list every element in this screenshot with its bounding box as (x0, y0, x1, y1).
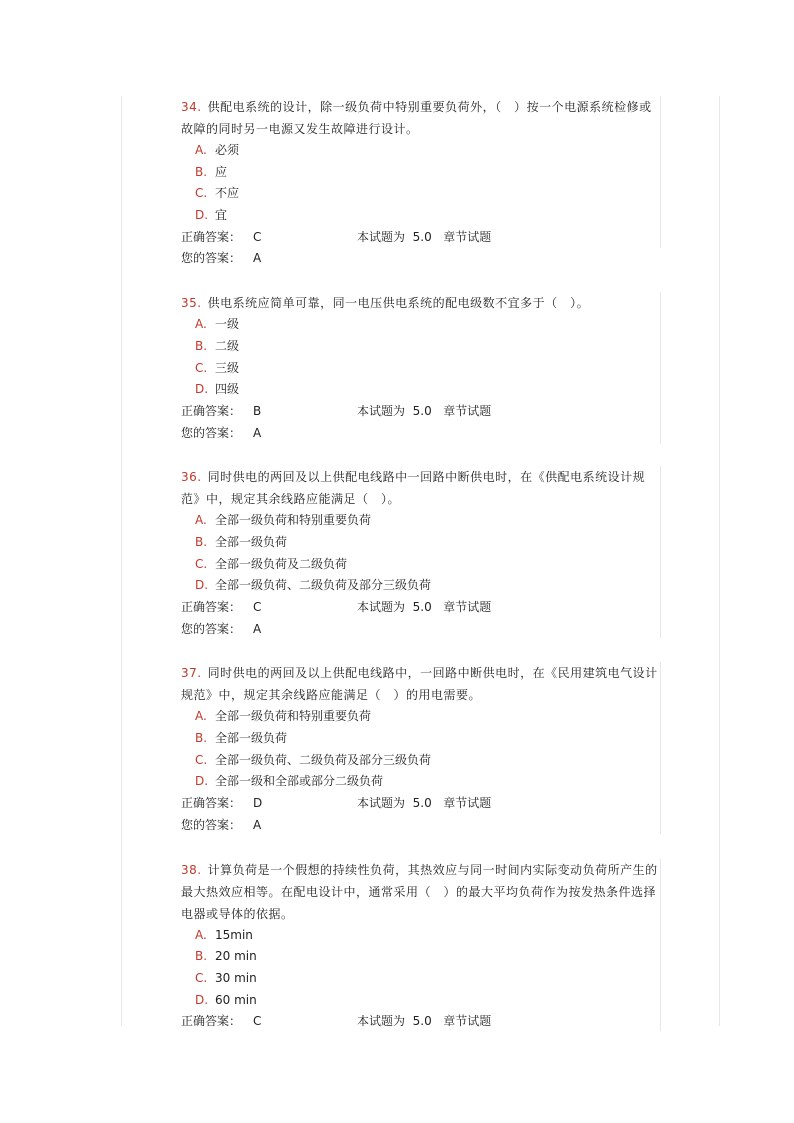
chapter-label: 章节试题 (443, 600, 492, 614)
score-prefix: 本试题为 (357, 403, 406, 418)
question-divider-line (660, 466, 661, 638)
left-border-line (121, 96, 122, 1026)
right-border-line (719, 96, 720, 1026)
option-text: 全部一级负荷及二级负荷 (215, 556, 348, 571)
option-text: 宜 (215, 208, 228, 223)
option-letter: A. (195, 143, 207, 157)
option-item[interactable] (181, 205, 659, 227)
option-item[interactable] (181, 510, 659, 532)
option-text: 全部一级负荷 (215, 534, 288, 549)
score-prefix: 本试题为 (357, 796, 406, 811)
correct-answer-row (181, 793, 659, 815)
option-letter: D. (195, 578, 209, 593)
option-text: 全部一级和全部或部分二级负荷 (215, 774, 384, 789)
score-info (357, 227, 491, 249)
option-letter: C. (195, 556, 208, 571)
option-letter: B. (195, 164, 208, 179)
question-number: 36. (181, 470, 202, 485)
question-spacer (181, 640, 659, 662)
option-text: 全部一级负荷、二级负荷及部分三级负荷 (215, 752, 432, 767)
chapter-label: 章节试题 (443, 229, 492, 244)
option-list (181, 314, 659, 401)
score-prefix: 本试题为 (357, 1014, 406, 1029)
option-text: 60 min (215, 992, 257, 1007)
option-list (181, 925, 659, 1012)
option-item[interactable] (181, 706, 659, 728)
your-answer-row (181, 423, 659, 445)
option-list (181, 706, 659, 793)
option-text: 全部一级负荷、二级负荷及部分三级负荷 (215, 578, 432, 593)
option-item[interactable] (181, 140, 659, 162)
question-divider-line (660, 96, 661, 248)
question-number: 34. (181, 100, 202, 114)
your-answer-label: 您的答案： (181, 621, 242, 636)
your-answer-label: 您的答案： (181, 251, 242, 266)
option-text: 全部一级负荷 (215, 731, 288, 746)
correct-answer-label: 正确答案： (181, 403, 242, 418)
question-stem: 计算负荷是一个假想的持续性负荷，其热效应与同一时间内实际变动负荷所产生的最大热效应相等。在配电设计中，通常采用（ ）的最大平均负荷作为按发热条件选择电器或导体的依据。 (181, 862, 658, 921)
option-item[interactable] (181, 925, 659, 947)
correct-answer-row (181, 227, 659, 249)
option-letter: B. (195, 534, 208, 549)
option-item[interactable] (181, 946, 659, 968)
option-list (181, 140, 659, 227)
score-info (357, 401, 491, 423)
option-item[interactable] (181, 336, 659, 358)
option-text: 四级 (215, 382, 240, 397)
option-letter: B. (195, 731, 208, 746)
option-letter: A. (195, 927, 207, 942)
option-list (181, 510, 659, 597)
question-text (181, 96, 659, 140)
question-block (181, 292, 659, 444)
score-prefix: 本试题为 (357, 229, 406, 244)
option-item[interactable] (181, 358, 659, 380)
option-letter: D. (195, 774, 209, 789)
option-text: 全部一级负荷和特别重要负荷 (215, 709, 372, 724)
option-letter: A. (195, 709, 207, 724)
score-value: 5.0 (412, 229, 432, 244)
correct-answer-label: 正确答案： (181, 229, 242, 244)
option-text: 三级 (215, 360, 240, 375)
your-answer-label: 您的答案： (181, 817, 242, 832)
question-number: 35. (181, 296, 202, 311)
correct-answer-row (181, 1011, 659, 1033)
question-spacer (181, 444, 659, 466)
option-item[interactable] (181, 162, 659, 184)
correct-answer-value: B (253, 403, 262, 418)
your-answer-value: A (253, 621, 262, 636)
option-letter: A. (195, 317, 207, 332)
option-text: 不应 (215, 186, 240, 201)
option-item[interactable] (181, 183, 659, 205)
score-info (357, 597, 491, 619)
option-text: 30 min (215, 970, 257, 985)
score-value: 5.0 (412, 1014, 432, 1029)
question-spacer (181, 270, 659, 292)
correct-answer-label: 正确答案： (181, 600, 242, 614)
option-letter: C. (195, 360, 208, 375)
question-spacer (181, 837, 659, 859)
option-text: 一级 (215, 317, 240, 332)
question-number: 38. (181, 862, 202, 877)
correct-answer-value: D (253, 796, 263, 811)
correct-answer-label: 正确答案： (181, 1014, 242, 1029)
question-divider-line (660, 662, 661, 834)
option-letter: B. (195, 949, 208, 964)
option-text: 应 (215, 164, 228, 179)
question-list (181, 96, 659, 1033)
option-text: 15min (215, 927, 253, 942)
chapter-label: 章节试题 (443, 403, 492, 418)
option-letter: C. (195, 752, 208, 767)
option-letter: B. (195, 338, 208, 353)
correct-answer-label: 正确答案： (181, 796, 242, 811)
correct-answer-row (181, 401, 659, 423)
question-block (181, 859, 659, 1033)
option-letter: D. (195, 382, 209, 397)
correct-answer-value: C (253, 1014, 262, 1029)
question-stem: 供电系统应简单可靠，同一电压供电系统的配电级数不宜多于（ ）。 (207, 296, 590, 311)
score-value: 5.0 (412, 403, 432, 418)
option-item[interactable] (181, 728, 659, 750)
question-text (181, 466, 659, 510)
question-number: 37. (181, 666, 202, 681)
correct-answer-row (181, 597, 659, 619)
your-answer-value: A (253, 425, 262, 440)
option-letter: C. (195, 186, 208, 201)
option-item[interactable] (181, 379, 659, 401)
option-text: 必须 (215, 143, 240, 157)
option-item[interactable] (181, 750, 659, 772)
option-letter: D. (195, 208, 209, 223)
score-info (357, 1011, 491, 1033)
option-item[interactable] (181, 554, 659, 576)
score-info (357, 793, 491, 815)
option-item[interactable] (181, 575, 659, 597)
your-answer-value: A (253, 817, 262, 832)
question-stem: 供配电系统的设计，除一级负荷中特别重要负荷外，（ ）按一个电源系统检修或故障的同时另一电源又发生故障进行设计。 (181, 100, 652, 136)
option-item[interactable] (181, 532, 659, 554)
question-block (181, 96, 659, 270)
question-divider-line (660, 292, 661, 444)
your-answer-value: A (253, 251, 262, 266)
correct-answer-value: C (253, 600, 262, 614)
your-answer-row (181, 248, 659, 270)
question-block (181, 466, 659, 640)
option-letter: D. (195, 992, 209, 1007)
your-answer-label: 您的答案： (181, 425, 242, 440)
score-value: 5.0 (412, 796, 432, 811)
question-text (181, 859, 659, 925)
option-item[interactable] (181, 771, 659, 793)
option-letter: C. (195, 970, 208, 985)
question-text (181, 292, 659, 314)
your-answer-row (181, 815, 659, 837)
score-prefix: 本试题为 (357, 600, 406, 614)
option-item[interactable] (181, 968, 659, 990)
option-item[interactable] (181, 314, 659, 336)
option-text: 20 min (215, 949, 257, 964)
score-value: 5.0 (412, 600, 432, 614)
option-text: 二级 (215, 338, 240, 353)
question-block (181, 662, 659, 836)
correct-answer-value: C (253, 229, 262, 244)
option-text: 全部一级负荷和特别重要负荷 (215, 513, 372, 528)
option-item[interactable] (181, 990, 659, 1012)
question-stem: 同时供电的两回及以上供配电线路中一回路中断供电时，在《供配电系统设计规范》中，规定其余线路应能满足（ ）。 (181, 470, 646, 507)
chapter-label: 章节试题 (443, 796, 492, 811)
question-stem: 同时供电的两回及以上供配电线路中，一回路中断供电时，在《民用建筑电气设计规范》中，规定其余线路应能满足（ ）的用电需要。 (181, 666, 658, 703)
your-answer-row (181, 619, 659, 641)
option-letter: A. (195, 513, 207, 528)
chapter-label: 章节试题 (443, 1014, 492, 1029)
question-divider-line (660, 859, 661, 1031)
question-text (181, 662, 659, 706)
